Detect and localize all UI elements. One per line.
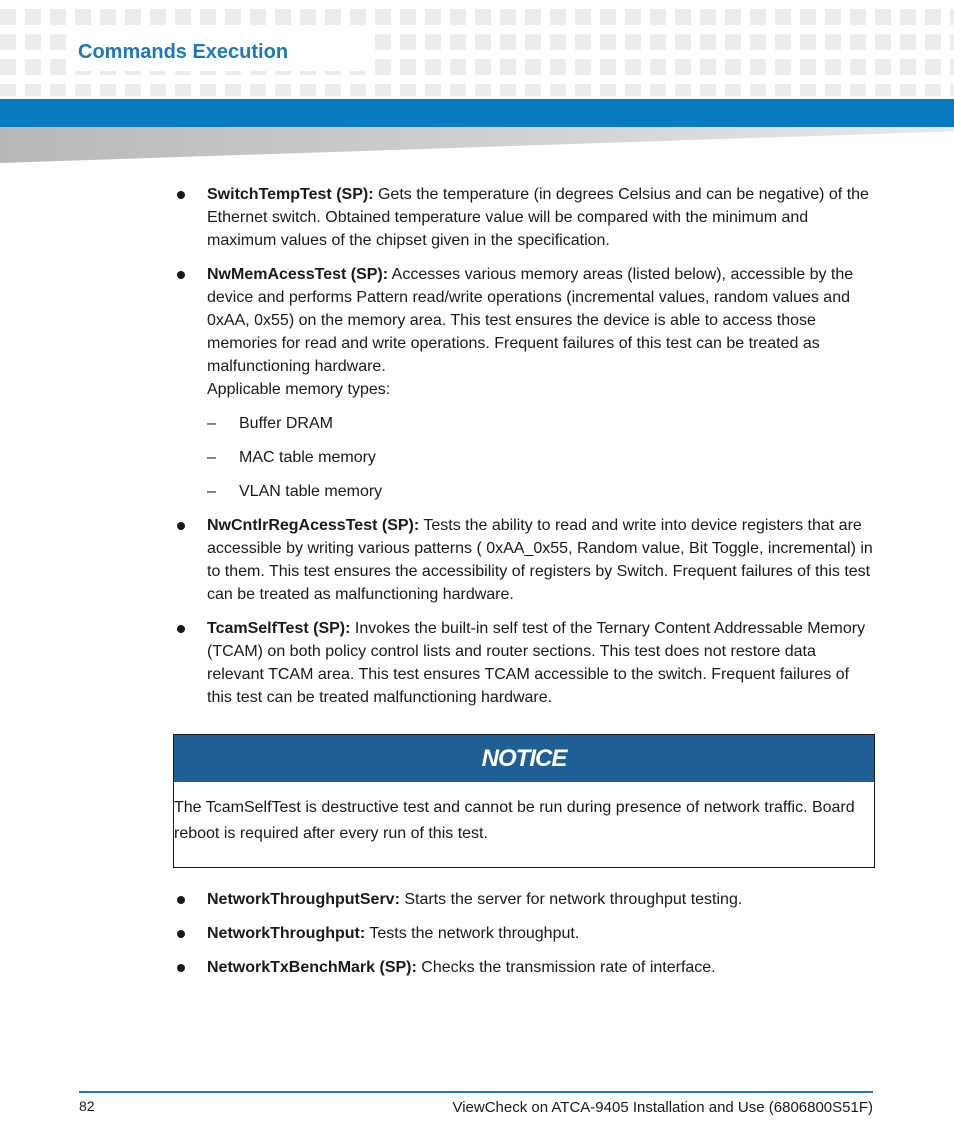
item-term: NwCntlrRegAcessTest (SP): xyxy=(207,517,420,534)
memory-types-list xyxy=(207,412,875,503)
item-term: NetworkTxBenchMark (SP): xyxy=(207,959,417,976)
bullet-icon xyxy=(177,271,185,279)
item-extra: Applicable memory types: xyxy=(207,381,391,398)
item-term: SwitchTempTest (SP): xyxy=(207,186,374,203)
sub-item-text: VLAN table memory xyxy=(239,483,383,500)
bullet-icon xyxy=(177,191,185,199)
sub-item-text: MAC table memory xyxy=(239,449,376,466)
bullet-icon xyxy=(177,930,185,938)
bullet-icon xyxy=(177,896,185,904)
list-item-nwmemacesstest xyxy=(173,263,875,503)
section-title: Commands Execution xyxy=(70,33,370,71)
dash-icon: – xyxy=(207,483,216,500)
list-item-networktxbenchmark xyxy=(173,956,875,979)
page-number: 82 xyxy=(79,1098,95,1114)
item-term: NetworkThroughputServ: xyxy=(207,891,400,908)
notice-title: NOTICE xyxy=(174,735,874,782)
list-item-switchtemptest xyxy=(173,183,875,252)
dash-icon: – xyxy=(207,449,216,466)
item-text: Checks the transmission rate of interface. xyxy=(416,959,716,976)
item-text: Accesses various memory areas (listed below), accessible by the device and performs Pattern read/write operations (incremental values, random values and 0xAA, 0x55) on the memory area. This test ensures the device is able to access those memories for read and write operations. Frequent failures of this test can be treated as malfunctioning hardware. xyxy=(207,266,854,375)
notice-box xyxy=(173,734,875,868)
list-item-tcamselftest xyxy=(173,617,875,709)
item-text: Tests the ability to read and write into device registers that are accessible by writing various patterns ( 0xAA_0x55, Random value, Bit Toggle, incremental) in to them. This test ensures the accessibility of registers by Switch. Frequent failures of this test can be treated as malfunctioning hardware. xyxy=(207,517,873,603)
bullet-icon xyxy=(177,964,185,972)
sub-list-item xyxy=(207,480,875,503)
item-term: NetworkThroughput: xyxy=(207,925,366,942)
sub-list-item xyxy=(207,412,875,435)
list-item-networkthroughput xyxy=(173,922,875,945)
item-text: Gets the temperature (in degrees Celsius and can be negative) of the Ethernet switch. Obtained temperature value will be compared with the minimum and maximum values of the chipset given in the specification. xyxy=(207,186,869,249)
item-text: Starts the server for network throughput testing. xyxy=(399,891,743,908)
footer-doc-title: ViewCheck on ATCA-9405 Installation and Use (6806800S51F) xyxy=(452,1099,873,1116)
item-term: TcamSelfTest (SP): xyxy=(207,620,351,637)
footer-divider xyxy=(79,1091,873,1093)
item-text: Invokes the built-in self test of the Ternary Content Addressable Memory (TCAM) on both policy control lists and router sections. This test does not restore data relevant TCAM area. This test ensures TCAM accessible to the switch. Frequent failures of this test can be treated malfunctioning hardware. xyxy=(207,620,866,706)
dash-icon: – xyxy=(207,415,216,432)
bullet-icon xyxy=(177,625,185,633)
main-content xyxy=(173,183,875,990)
header-grey-wedge xyxy=(0,127,954,163)
sub-list-item xyxy=(207,446,875,469)
header-blue-bar xyxy=(0,99,954,127)
item-term: NwMemAcessTest (SP): xyxy=(207,266,389,283)
list-item-nwcntlrregacesstest xyxy=(173,514,875,606)
list-item-networkthroughputserv xyxy=(173,888,875,911)
item-text: Tests the network throughput. xyxy=(365,925,580,942)
sub-item-text: Buffer DRAM xyxy=(239,415,333,432)
bullet-icon xyxy=(177,522,185,530)
notice-body: The TcamSelfTest is destructive test and cannot be run during presence of network traffic. Board reboot is required after every run of this test. xyxy=(174,799,855,842)
